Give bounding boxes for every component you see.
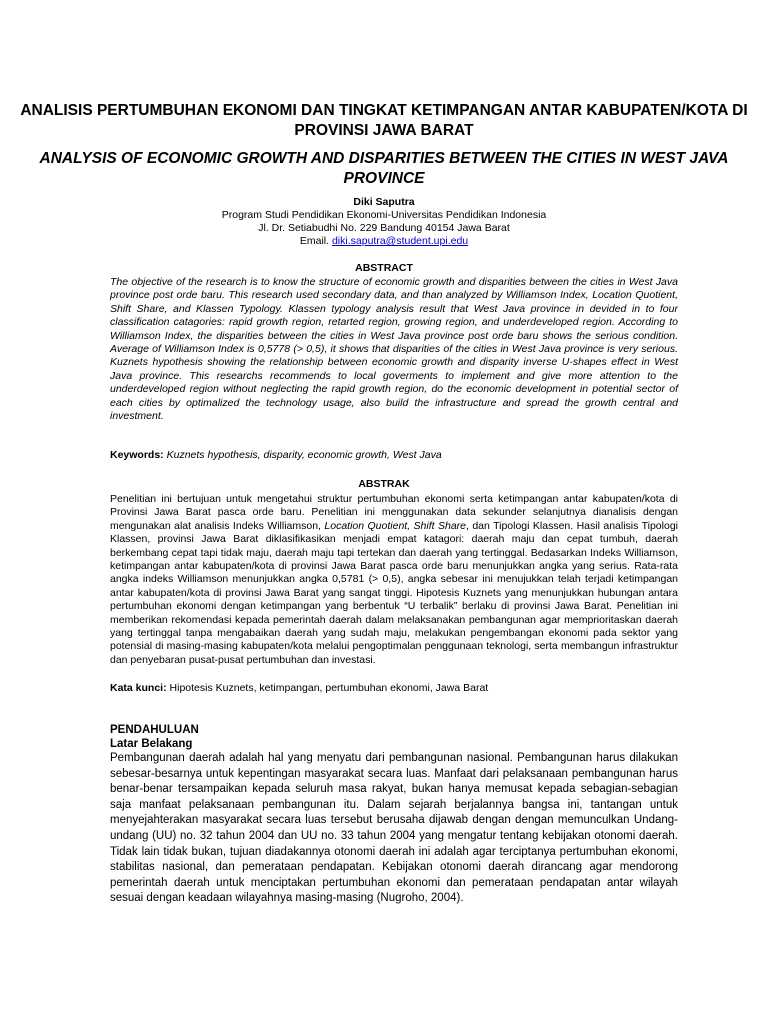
- abstract-english-text: The objective of the research is to know the structure of economic growth and disparities between the cities in West Java province post orde baru. This research used secondary data, and than analyzed by Williamson Index, Location Quotient, Shift Share, and Klassen Typology. Klassen typology analysis result that West Java province in devided in to four classification catagories: rapid growth region, retarted region, growing region, and underdeveloped region. According to Williamson Index, the disparities between the cities in West Java province post orde baru shows the serious condition. Average of Williamson Index is 0,5778 (> 0,5), it shows that disparities of the cities in West Java province is very serious. Kuznets hypothesis showing the relationship between economic growth and disparity inverse U-shapes effect in West Java province. This researchs recommends to local goverments to implement and give more attention to the underdeveloped region without neglecting the rapid growth region, do the economic development in potential sector of each cities by optimalized the technology usage, also build the infrastructure and spread the growth central and investment.: [110, 276, 678, 423]
- keywords-text: Kuznets hypothesis, disparity, economic growth, West Java: [166, 449, 442, 461]
- paper-title-english: ANALYSIS OF ECONOMIC GROWTH AND DISPARITIES BETWEEN THE CITIES IN WEST JAVA PROVINCE: [39, 150, 729, 187]
- kata-kunci-label: Kata kunci:: [110, 682, 167, 694]
- keywords-indonesian: [110, 682, 678, 695]
- author-block: [0, 196, 768, 248]
- abstrak-heading: ABSTRAK: [358, 478, 410, 490]
- email-label: Email.: [299, 235, 330, 247]
- abstract-heading: ABSTRACT: [355, 262, 413, 274]
- author-affiliation: Program Studi Pendidikan Ekonomi-Universitas Pendidikan Indonesia: [221, 209, 547, 221]
- author-name: Diki Saputra: [353, 196, 415, 208]
- kata-kunci-text: Hipotesis Kuznets, ketimpangan, pertumbuhan ekonomi, Jawa Barat: [169, 682, 489, 694]
- email-link[interactable]: diki.saputra@student.upi.edu: [331, 235, 469, 247]
- abstrak-text-part-2: , dan Tipologi Klassen. Hasil analisis Tipologi Klassen, provinsi Jawa Barat diklasifikasikan menjadi empat katagori: daerah maju dan cepat tumbuh, daerah berkembang cepat tapi tidak maju, daerah maju tapi tertekan dan daerah yang tertinggal. Bedasarkan Indeks Williamson, ketimpangan antar kabupaten/kota di provinsi Jawa Barat pasca orde baru menunjukkan angka yang serius. Rata-rata angka indeks Williamson menunjukkan angka 0,5781 (> 0,5), angka sebesar ini menujukkan telah terjadi ketimpangan antar kabupaten/kota di provinsi Jawa Barat yang sangat tinggi. Hipotesis Kuznets yang menunjukkan hubungan antara pertumbuhan ekonomi dengan ketimpangan yang berbentuk “U terbalik” berlaku di provinsi Jawa Barat. Penelitian ini memberikan rekomendasi kepada pemerintah daerah dalam melaksanakan pembangunan agar memprioritaskan daerah yang tertinggal tanpa mengabaikan daerah yang sudah maju, melakukan pengembangan ekonomi pada sektor yang potensial di masing-masing kabupaten/kota melalui pengoptimalan penggunaan teknologi, serta membangun infrastruktur dan penyebaran pusat-pusat pertumbuhan dan investasi.: [110, 519, 678, 666]
- abstract-indonesian-text: [110, 493, 678, 667]
- paper-title-indonesian: ANALISIS PERTUMBUHAN EKONOMI DAN TINGKAT KETIMPANGAN ANTAR KABUPATEN/KOTA DI PROVINSI JAWA BARAT: [20, 102, 748, 139]
- abstrak-text-italic: Location Quotient, Shift Share: [324, 519, 466, 532]
- intro-paragraph: Pembangunan daerah adalah hal yang menyatu dari pembangunan nasional. Pembangunan harus dilakukan sebesar-besarnya untuk kepentingan masyarakat secara luas. Manfaat dari pelaksanaan pembangunan harus benar-benar tersampaikan kepada seluruh masa rakyat, bukan hanya memusat kepada sebagian-sebagian saja manfaat pelaksanaan pembangunan itu. Dalam sejarah berjalannya bangsa ini, tantangan untuk menyejahterakan masyarakat secara luas tersebut berusaha dijawab dengan dengan memunculkan Undang-undang (UU) no. 32 tahun 2004 dan UU no. 33 tahun 2004 yang mengatur tentang kebijakan otonomi daerah. Tidak lain tidak bukan, tujuan diadakannya otonomi daerah ini adalah agar terciptanya pertumbuhan ekonomi, stabilitas nasional, dan pemerataan pendapatan. Kebijakan otonomi daerah dirancang agar mendorong pemerintah daerah untuk menciptakan pertumbuhan ekonomi dan pemerataan pendapatan antar wilayah sesuai dengan keadaan wilayahnya masing-masing (Nugroho, 2004).: [110, 752, 678, 905]
- author-email-line: [0, 235, 768, 248]
- section-title: PENDAHULUAN: [110, 724, 199, 736]
- author-address: Jl. Dr. Setiabudhi No. 229 Bandung 40154 Jawa Barat: [258, 222, 510, 234]
- keywords-label: Keywords:: [110, 449, 164, 461]
- subsection-title: Latar Belakang: [110, 738, 193, 750]
- abstrak-text-part-1: Penelitian ini bertujuan untuk mengetahui struktur pertumbuhan ekonomi serta ketimpangan antar kabupaten/kota di Provinsi Jawa Barat pasca orde baru. Penelitian ini menggunakan data sekunder selanjutnya dianalisis dengan mengunakan alat analisis Indeks Williamson,: [110, 493, 678, 532]
- keywords-english: [110, 449, 678, 462]
